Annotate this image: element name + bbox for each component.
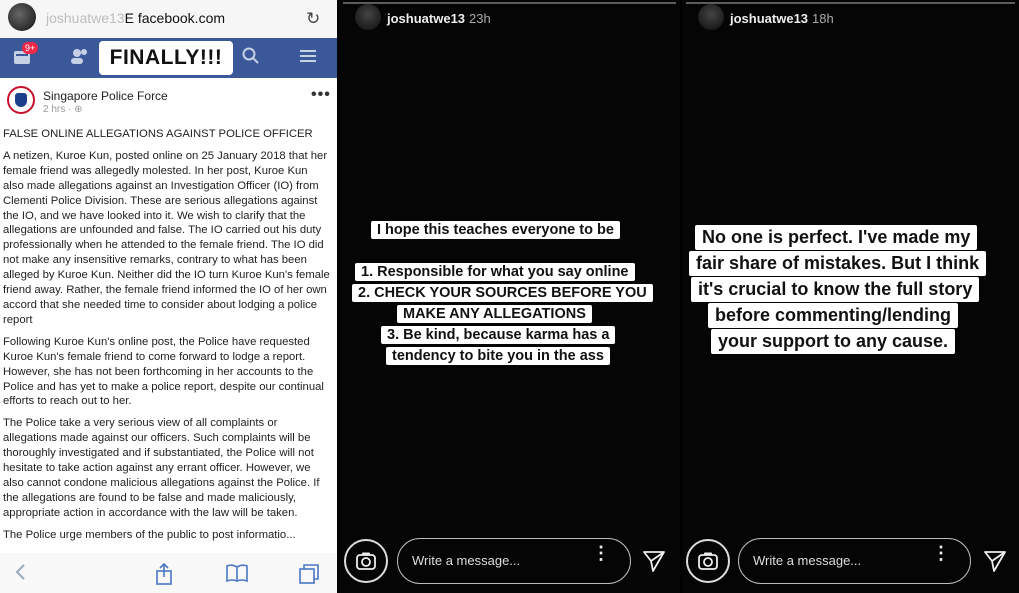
browser-address-bar[interactable] bbox=[0, 0, 337, 38]
story-caption: I hope this teaches everyone to be bbox=[371, 221, 620, 239]
story-caption: fair share of mistakes. But I think bbox=[689, 251, 986, 276]
friends-icon[interactable] bbox=[70, 47, 90, 70]
story-time: 23h bbox=[469, 11, 491, 26]
story-caption: No one is perfect. I've made my bbox=[695, 225, 977, 250]
more-options-icon[interactable]: ••• bbox=[311, 86, 331, 103]
username-text: joshuatwe13 bbox=[387, 11, 466, 26]
message-placeholder: Write a message... bbox=[412, 553, 521, 568]
post-paragraph: The Police urge members of the public to post informatio... bbox=[3, 528, 296, 541]
story-caption: 2. CHECK YOUR SOURCES BEFORE YOU bbox=[352, 284, 653, 302]
search-icon[interactable] bbox=[242, 47, 260, 70]
camera-icon bbox=[356, 552, 376, 570]
camera-icon bbox=[698, 552, 718, 570]
send-icon[interactable] bbox=[642, 549, 666, 578]
story-time: 18h bbox=[812, 11, 834, 26]
url-text[interactable] bbox=[46, 10, 225, 26]
post-header bbox=[0, 80, 337, 120]
story-caption: tendency to bite you in the ass bbox=[386, 347, 610, 365]
post-body bbox=[3, 127, 331, 550]
story-username[interactable] bbox=[730, 11, 834, 26]
post-paragraph: The Police take a very serious view of all complaints or allegations made against our officers. Such complaints will be thoroughly investigated and if substantiated, the Police will not hesitate to take action against any errant officer. However, we also cannot condone malicious allegations against the Police. If the allegations are found to be false and made maliciously, appropriate action in accordance with the law will be taken. bbox=[3, 417, 320, 519]
menu-icon[interactable] bbox=[300, 47, 316, 69]
story-caption: 1. Responsible for what you say online bbox=[355, 263, 635, 281]
url-domain: E facebook.com bbox=[124, 10, 226, 26]
message-input[interactable] bbox=[397, 538, 631, 584]
facebook-screenshot bbox=[0, 0, 337, 593]
reload-icon[interactable]: ↻ bbox=[306, 9, 321, 28]
page-name[interactable]: Singapore Police Force bbox=[43, 89, 168, 103]
camera-button[interactable] bbox=[686, 539, 730, 583]
story-progress-bar bbox=[343, 2, 676, 4]
message-placeholder: Write a message... bbox=[753, 553, 862, 568]
instagram-story-1 bbox=[339, 0, 680, 593]
more-options-icon[interactable]: ⋮ bbox=[932, 543, 950, 563]
story-caption: MAKE ANY ALLEGATIONS bbox=[397, 305, 592, 323]
story-caption: 3. Be kind, because karma has a bbox=[381, 326, 615, 344]
overlay-caption: FINALLY!!! bbox=[99, 41, 233, 75]
tabs-icon[interactable] bbox=[298, 563, 320, 590]
story-caption: your support to any cause. bbox=[711, 329, 955, 354]
share-icon[interactable] bbox=[154, 563, 174, 590]
story-username[interactable] bbox=[387, 11, 491, 26]
post-paragraph: Following Kuroe Kun's online post, the Police have requested Kuroe Kun's female friend to come forward to lodge a report. However, she has not been forthcoming in her accounts to the Police and has yet to make a police report, despite our continual efforts to reach out to her. bbox=[3, 335, 324, 408]
post-timestamp: 2 hrs · ⊕ bbox=[43, 104, 83, 115]
story-avatar[interactable] bbox=[355, 4, 381, 30]
user-avatar bbox=[8, 3, 36, 31]
story-avatar[interactable] bbox=[698, 4, 724, 30]
story-caption: it's crucial to know the full story bbox=[691, 277, 979, 302]
username-text: joshuatwe13 bbox=[730, 11, 809, 26]
url-user-watermark: joshuatwe13 bbox=[46, 10, 125, 26]
police-crest-logo[interactable] bbox=[7, 86, 35, 114]
back-icon[interactable] bbox=[14, 563, 26, 586]
more-options-icon[interactable]: ⋮ bbox=[592, 543, 610, 563]
notification-badge: 9+ bbox=[22, 42, 38, 54]
message-input[interactable] bbox=[738, 538, 971, 584]
post-headline: FALSE ONLINE ALLEGATIONS AGAINST POLICE OFFICER bbox=[3, 128, 313, 140]
post-paragraph: A netizen, Kuroe Kun, posted online on 25 January 2018 that her female friend was allegedly molested. In her post, Kuroe Kun also made allegations against an Investigation Officer (IO) from Clementi Police Division. These are serious allegations against the IO, and we have looked into it. We wish to clarify that the allegations are unfounded and false. The IO carried out his duty professionally when he attended to the female friend. The IO did not make any insensitive remarks, contrary to what has been alleged by Kuroe Kun. Neither did the IO turn Kuroe Kun's female friend away. Rather, the female friend informed the IO of her own accord that she needed time to consider about lodging a police report bbox=[3, 149, 330, 326]
camera-button[interactable] bbox=[344, 539, 388, 583]
send-icon[interactable] bbox=[983, 549, 1007, 578]
safari-toolbar bbox=[0, 553, 337, 593]
instagram-story-2 bbox=[682, 0, 1019, 593]
story-progress-bar bbox=[686, 2, 1015, 4]
story-caption: before commenting/lending bbox=[708, 303, 958, 328]
bookmarks-icon[interactable] bbox=[225, 563, 249, 588]
